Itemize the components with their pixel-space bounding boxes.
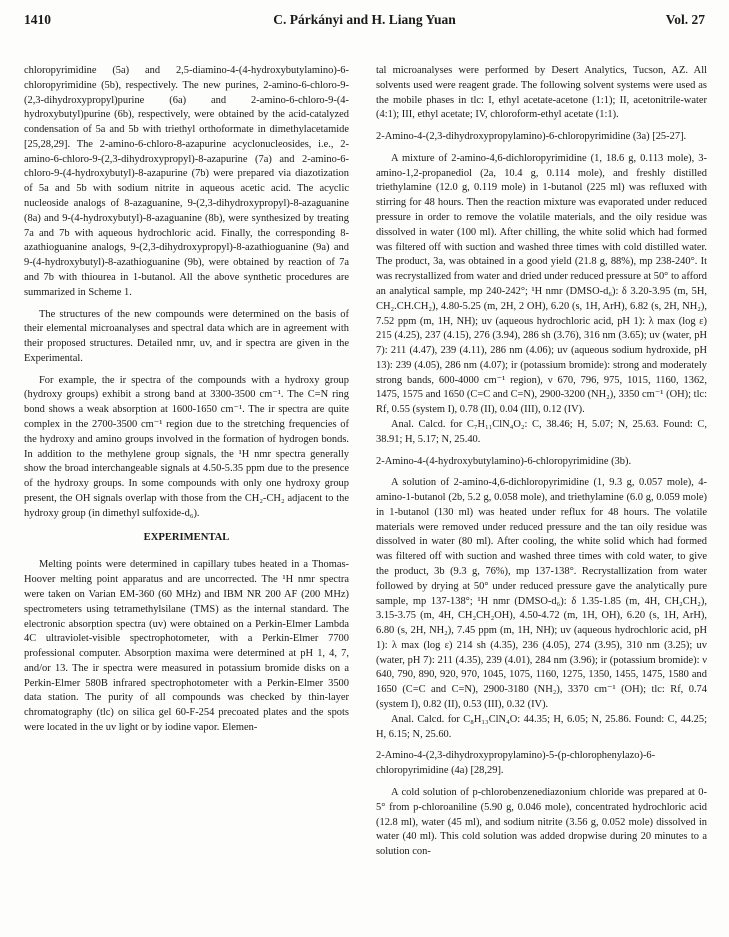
procedure-3a: A mixture of 2-amino-4,6-dichloropyrimidine (1, 18.6 g, 0.113 mole), 3-amino-1,2-propanediol (2a, 10.4 g, 0.114 mole), and freshly distilled triethylamine (12.0 g, 0.119 mole) in 1-butanol (225 ml) was refluxed with stirring for 48 hours. Then the reaction mixture was evaporated under reduced pressure in order to remove the volatile materials, and the oily residue was dissolved in water (100 ml). After chilling, the white solid which had formed was filtered off with suction and washed three times with cold distilled water. The product, 3a, was obtained in a good yield (21.8 g, 88%), mp 238-240°. It was recrystallized from water and dried under reduced pressure at 50° to afford an analytical sample, mp 240-242°; ¹H nmr (DMSO-d₆): δ 3.20-3.95 (m, 5H, CH₂.CH.CH₂), 4.80-5.25 (m, 2H, 2 OH), 6.20 (s, 1H, ArH), 6.82 (s, 2H, NH₂), 7.52 ppm (m, 1H, NH); uv (aqueous hydrochloric acid, pH 1): λ max (log ε) 215 (4.25), 237 (4.15), 276 (3.94), 286 sh (3.76), 316 nm (3.65); uv (water, pH 7): 211 (4.47), 239 (4.11), 286 nm (4.06); uv (aqueous sodium hydroxide, pH 13): 239 (4.05), 286 nm (4.07); ir (potassium bromide): strong and moderately strong bands, 600-4000 cm⁻¹ region), ν 670, 796, 975, 1015, 1160, 1362, 1475, 1575 and 1650 (C=C and C=N), 2900-3200 (NH₂), 3350 cm⁻¹ (OH); tlc: Rf, 0.55 (system I), 0.78 (II), 0.04 (III), 0.12 (IV). (376, 152, 707, 416)
analysis-3b: Anal. Calcd. for C₈H₁₃ClN₄O: 44.35; H, 6.05; N, 25.86. Found: C, 44.25; H, 6.15; N, 25.60. (376, 713, 707, 740)
procedure-3b: A solution of 2-amino-4,6-dichloropyrimidine (1, 9.3 g, 0.057 mole), 4-amino-1-butanol (2b, 5.2 g, 0.058 mole), and triethylamine (6.0 g, 0.059 mole) in 1-butanol (130 ml) was heated under reflux for 48 hours. The volatile materials were removed under reduced pressure and the tan oily residue was dissolved in water (80 ml). After cooling, the white solid which had formed was filtered off with suction and washed three times with cold water, to give the product, 3b (9.3 g, 76%), mp 137-138°. Recrystallization from water followed by drying at 50° under reduced pressure gave the analytically pure sample, mp 137-138°; ¹H nmr (DMSO-d₆): δ 1.35-1.85 (m, 4H, CH₂CH₂), 3.15-3.75 (m, 4H, CH₂CH₂OH), 4.50-4.72 (m, 1H, OH), 6.20 (s, 1H, ArH), 6.80 (s, 2H, NH₂), 7.45 ppm (m, 1H, NH); uv (aqueous hydrochloric acid, pH 1): λ max (log ε) 214 sh (4.35), 236 (4.05), 274 (3.95), 310 nm (3.25); uv (water, pH 7): 211 (4.35), 239 (4.01), 284 nm (3.96); ir (potassium bromide): ν 640, 790, 890, 920, 970, 1045, 1075, 1160, 1275, 1350, 1455, 1475, 1580 and 1650 (C=C and C=N), 2900-3180 (NH₂), 3370 cm⁻¹ (OH); tlc: Rf, 0.74 (system I), 0.82 (II), 0.53 (III), 0.32 (IV). (376, 477, 707, 711)
paragraph-synthesis-continued: chloropyrimidine (5a) and 2,5-diamino-4-(4-hydroxybutylamino)-6-chloropyrimidine (5b), respectively. The new purines, 2-amino-6-chloro-9-(2,3-dihydroxypropyl)purine (6a) and 2-amino-6-chloro-9-(4-hydroxybutyl)purine (6b), respectively, were obtained by the acid-catalyzed condensation of 5a and 5b with triethyl orthoformate in dimethylacetamide [25,28,29]. The 2-amino-6-chloro-8-azapurine acyclonucleosides, i.e., 2-amino-6-chloro-9-(2,3-dihydroxypropyl)-8-azapurine (7a) and 2-amino-6-chloro-9-(4-hydroxybutyl)-8-azapurine (7b) were prepared via diazotization of 5a and 5b with sodium nitrite in aqueous acetic acid. The acyclic nucleoside analogs of 8-azaguanine, 9-(2,3-dihydroxypropyl)-8-azaguanine (8a) and 9-(4-hydroxybutyl)-8-azaguanine (8b), were synthesized by treating 7a and 7b with aqueous hydrochloric acid. Finally, the corresponding 8-azathioguanine analogs, 9-(2,3-dihydroxypropyl)-8-azathioguanine (9a) and 9-(4-hydroxybutyl)-8-azathioguanine (9b), were obtained by reaction of 7a and 7b with thiourea in 1-butanol. All the above synthetic procedures are summarized in Scheme 1. (24, 65, 349, 298)
left-column (24, 64, 349, 736)
section-title-3b: 2-Amino-4-(4-hydroxybutylamino)-6-chloropyrimidine (3b). (376, 455, 632, 467)
page-number: 1410 (24, 12, 51, 27)
volume-label: Vol. 27 (665, 12, 705, 27)
right-column (376, 64, 707, 860)
section-title-3a: 2-Amino-4-(2,3-dihydroxypropylamino)-6-chloropyrimidine (3a) [25-27]. (376, 131, 687, 143)
paragraph-methods: Melting points were determined in capillary tubes heated in a Thomas-Hoover melting point apparatus and are uncorrected. The ¹H nmr spectra were taken on Varian EM-360 (60 MHz) and IBM NR 200 AF (200 MHz) spectrometers using tetramethylsilane (TMS) as the internal standard. The electronic absorption spectra (uv) were obtained on a Perkin-Elmer Lambda 4C ultraviolet-visible spectrophotometer, with a Perkin-Elmer 7700 professional computer. Absorption maxima were determined at pH 1, 4, 7, and/or 13. The ir spectra were measured in potassium bromide disks on a Perkin-Elmer 580B infrared spectrophotometer with a Perkin-Elmer 3500 data station. The purity of all compounds was checked by thin-layer chromatography (tlc) on silica gel 60-F-254 precoated plates and the spots were located in the uv light or by iodine vapor. Elemen- (24, 559, 349, 734)
section-title-4a: 2-Amino-4-(2,3-dihydroxypropylamino)-5-(p-chlorophenylazo)-6-chloropyrimidine (4a) [28,29]. (376, 750, 656, 777)
procedure-4a: A cold solution of p-chlorobenzenediazonium chloride was prepared at 0-5° from p-chloroaniline (5.90 g, 0.046 mole), concentrated hydrochloric acid (12.8 ml), water (45 ml), and sodium nitrite (3.56 g, 0.052 mole) dissolved in water (40 ml). This cold solution was added dropwise during 20 minutes to a solution con- (376, 786, 707, 858)
paragraph-ir-nmr: For example, the ir spectra of the compounds with a hydroxy group (hydroxy groups) exhibit a strong band at 3300-3500 cm⁻¹. The C=N ring bond shows a weak absorption at 1600-1650 cm⁻¹. The ir spectra are quite complex in the 2700-3500 cm⁻¹ region due to the stretching frequencies of the hydroxy and amino groups involved in the formation of hydrogen bonds. In addition to the methylene group signals, the ¹H nmr spectra generally show the broad interchangeable signals at 4.50-5.35 ppm due to the presence of the hydroxy groups. In some compounds with only one hydroxy group present, the OH signals overlap with those from the CH₂-CH₂ adjacent to the hydroxy group (in dimethyl sulfoxide-d₆). (24, 374, 349, 519)
experimental-heading: EXPERIMENTAL (143, 532, 230, 544)
running-head-authors: C. Párkányi and H. Liang Yuan (273, 12, 456, 27)
running-head (24, 12, 705, 34)
paragraph-methods-continued: tal microanalyses were performed by Desert Analytics, Tucson, AZ. All solvents used were reagent grade. The following solvent systems were used as the mobile phases in tlc: I, ethyl acetate-acetone (1:1); II, acetonitrile-water (4:1); III, ethyl acetate; IV, chloroform-ethyl acetate (1:1). (376, 65, 707, 121)
paragraph-structures: The structures of the new compounds were determined on the basis of their elemental microanalyses and spectral data which are in agreement with their proposed structures. Detailed nmr, uv, and ir spectra are given in the Experimental. (24, 308, 349, 364)
analysis-3a: Anal. Calcd. for C₇H₁₁ClN₄O₂: C, 38.46; H, 5.07; N, 25.63. Found: C, 38.91; H, 5.17; N, 25.40. (376, 418, 707, 445)
